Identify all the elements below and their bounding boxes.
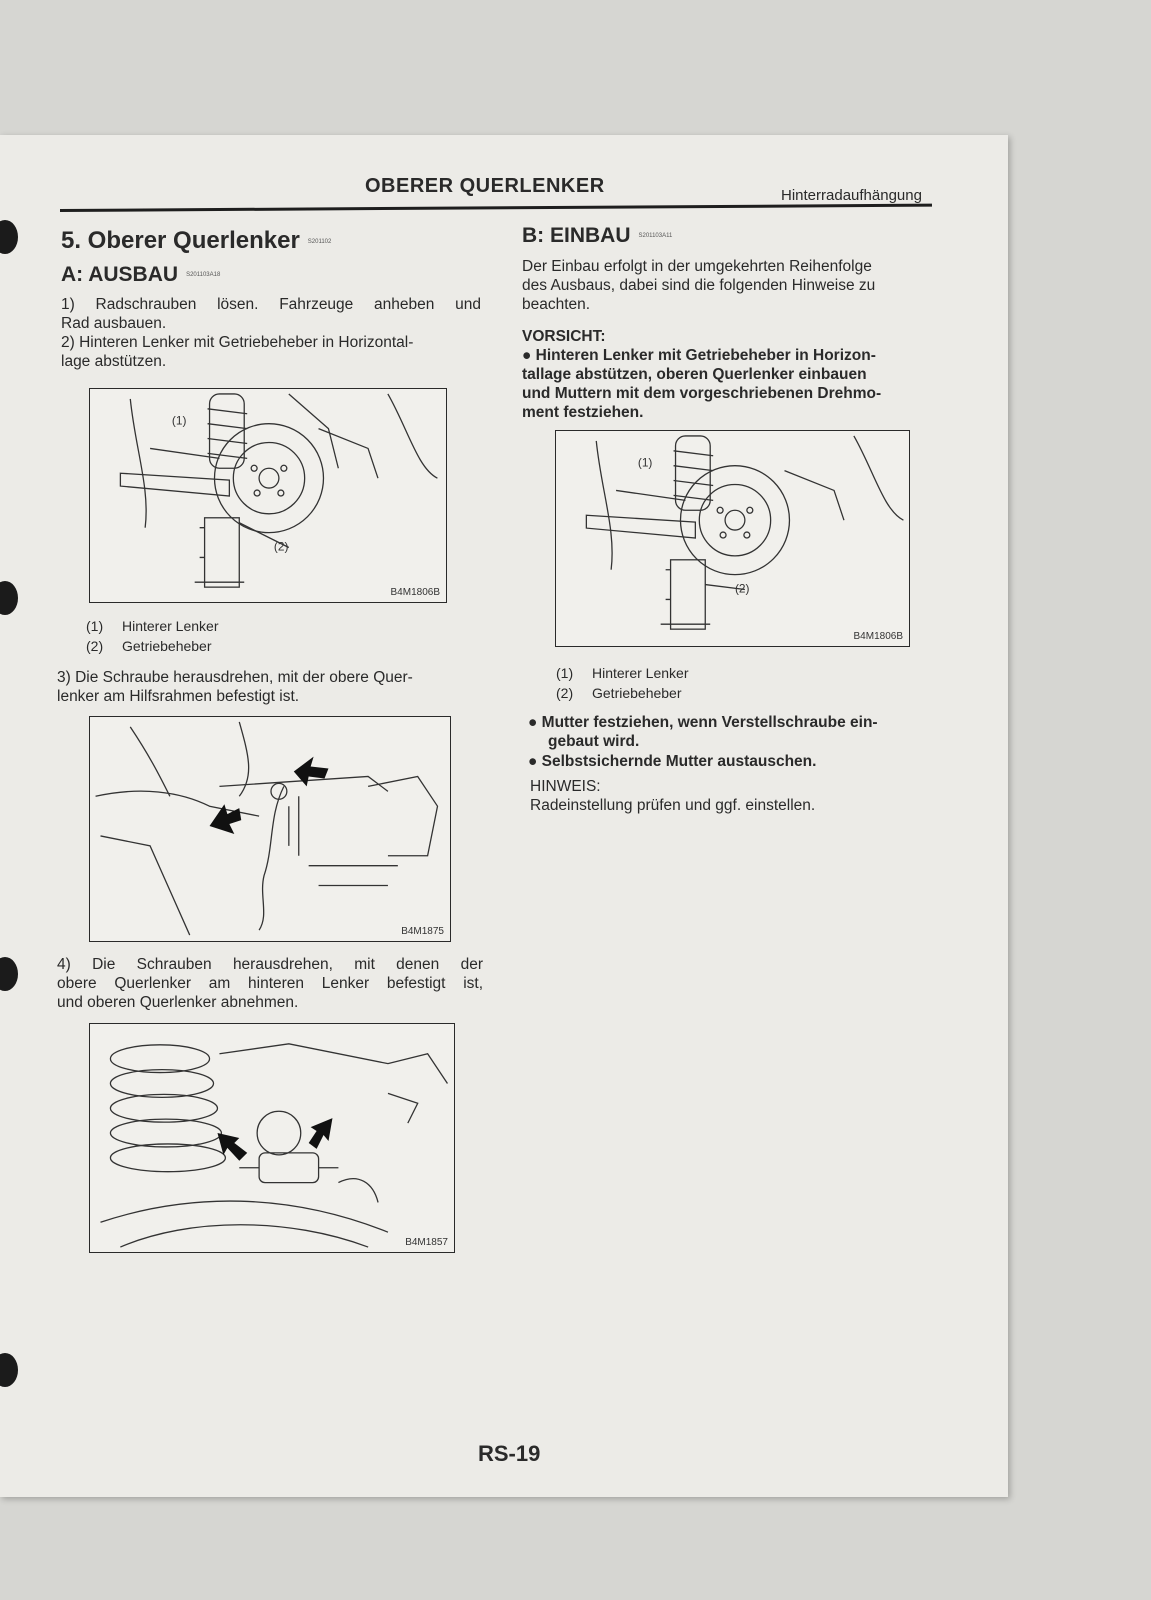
rear-suspension-illustration — [90, 389, 446, 602]
step-4-line: 4) Die Schrauben herausdrehen, mit denen der — [57, 956, 483, 973]
page-header-section: Hinterradaufhängung — [781, 187, 922, 204]
subheading-ausbau — [61, 263, 220, 287]
step-4-line: obere Querlenker am hinteren Lenker befestigt ist, — [57, 975, 483, 992]
caution-line: und Muttern mit dem vorgeschriebenen Drehmo- — [522, 385, 882, 402]
page-header-title: OBERER QUERLENKER — [365, 175, 605, 197]
step-1-line: 1) Radschrauben lösen. Fahrzeuge anheben und — [61, 296, 481, 313]
step-2-line: 2) Hinteren Lenker mit Getriebeheber in Horizontal- — [61, 334, 414, 351]
arrow-icon — [294, 757, 329, 787]
subheading-einbau — [522, 224, 672, 248]
subheading-ausbau-code: S201103A18 — [186, 272, 221, 279]
figure-upper-arm-bolts — [89, 1023, 455, 1253]
install-intro — [522, 257, 936, 314]
legend-number: (2) — [86, 638, 104, 654]
step-4-line: und oberen Querlenker abnehmen. — [57, 994, 299, 1011]
hint-text: Radeinstellung prüfen und ggf. einstellen. — [530, 797, 816, 814]
caution-label: VORSICHT: — [522, 328, 606, 345]
step-3-line: lenker am Hilfsrahmen befestigt ist. — [57, 688, 300, 705]
caution-line: ment festziehen. — [522, 404, 644, 421]
step-2-line: lage abstützen. — [61, 353, 167, 370]
install-rear-suspension-illustration — [556, 431, 909, 646]
binder-hole — [0, 957, 18, 991]
step-1-line: Rad ausbauen. — [61, 315, 167, 332]
header-rule — [60, 204, 932, 212]
step-1 — [61, 295, 481, 333]
section-heading-text: 5. Oberer Querlenker — [61, 227, 300, 254]
hint-label: HINWEIS: — [530, 778, 601, 795]
binder-hole — [0, 220, 18, 254]
subheading-einbau-text: B: EINBAU — [522, 224, 631, 247]
figure-id: B4M1806B — [853, 631, 903, 642]
binder-hole — [0, 581, 18, 615]
caution-line: tallage abstützen, oberen Querlenker einbauen — [522, 366, 867, 383]
figure-id: B4M1875 — [401, 926, 444, 937]
legend-fig1 — [86, 616, 219, 656]
binder-hole — [0, 1353, 18, 1387]
legend-number: (1) — [556, 665, 574, 681]
caution-bullet-1 — [522, 346, 942, 422]
step-2 — [61, 333, 481, 371]
figure-callout: (2) — [273, 539, 289, 554]
subheading-einbau-code: S201103A11 — [638, 233, 673, 240]
note-bullet-3: ● Selbstsichernde Mutter austauschen. — [528, 753, 817, 770]
arrow-icon — [217, 1133, 247, 1161]
figure-id: B4M1806B — [390, 587, 440, 598]
step-3 — [57, 668, 477, 706]
install-intro-line: des Ausbaus, dabei sind die folgenden Hinweise zu — [522, 277, 876, 294]
section-heading — [61, 227, 331, 255]
manual-page — [0, 135, 1008, 1497]
subheading-ausbau-text: A: AUSBAU — [61, 263, 179, 286]
step-4 — [57, 955, 483, 1012]
figure-callout: (1) — [637, 455, 653, 470]
legend-text: Getriebeheber — [122, 638, 212, 654]
install-intro-line: beachten. — [522, 296, 591, 313]
figure-id: B4M1857 — [405, 1237, 448, 1248]
subframe-bolt-illustration — [90, 717, 450, 941]
legend-text: Getriebeheber — [592, 685, 682, 701]
figure-callout: (2) — [734, 581, 750, 596]
legend-number: (2) — [556, 685, 574, 701]
legend-text: Hinterer Lenker — [592, 665, 689, 681]
note-bullet-2 — [528, 713, 948, 751]
note-line: gebaut wird. — [548, 733, 640, 750]
figure-callout: (1) — [171, 413, 187, 428]
note-line: ● Mutter festziehen, wenn Verstellschraube ein- — [528, 714, 878, 731]
section-code: S201102 — [307, 238, 332, 245]
step-3-line: 3) Die Schraube herausdrehen, mit der obere Quer- — [57, 669, 413, 686]
legend-number: (1) — [86, 618, 104, 634]
figure-subframe-bolt — [89, 716, 451, 942]
install-intro-line: Der Einbau erfolgt in der umgekehrten Reihenfolge — [522, 258, 872, 275]
figure-rear-arm-jack — [89, 388, 447, 603]
page-number: RS-19 — [478, 1441, 541, 1466]
legend-text: Hinterer Lenker — [122, 618, 219, 634]
caution-line: ● Hinteren Lenker mit Getriebeheber in Horizon- — [522, 347, 876, 364]
upper-arm-bolts-illustration — [90, 1024, 454, 1252]
figure-install-rear-arm — [555, 430, 910, 647]
legend-install — [556, 663, 689, 703]
